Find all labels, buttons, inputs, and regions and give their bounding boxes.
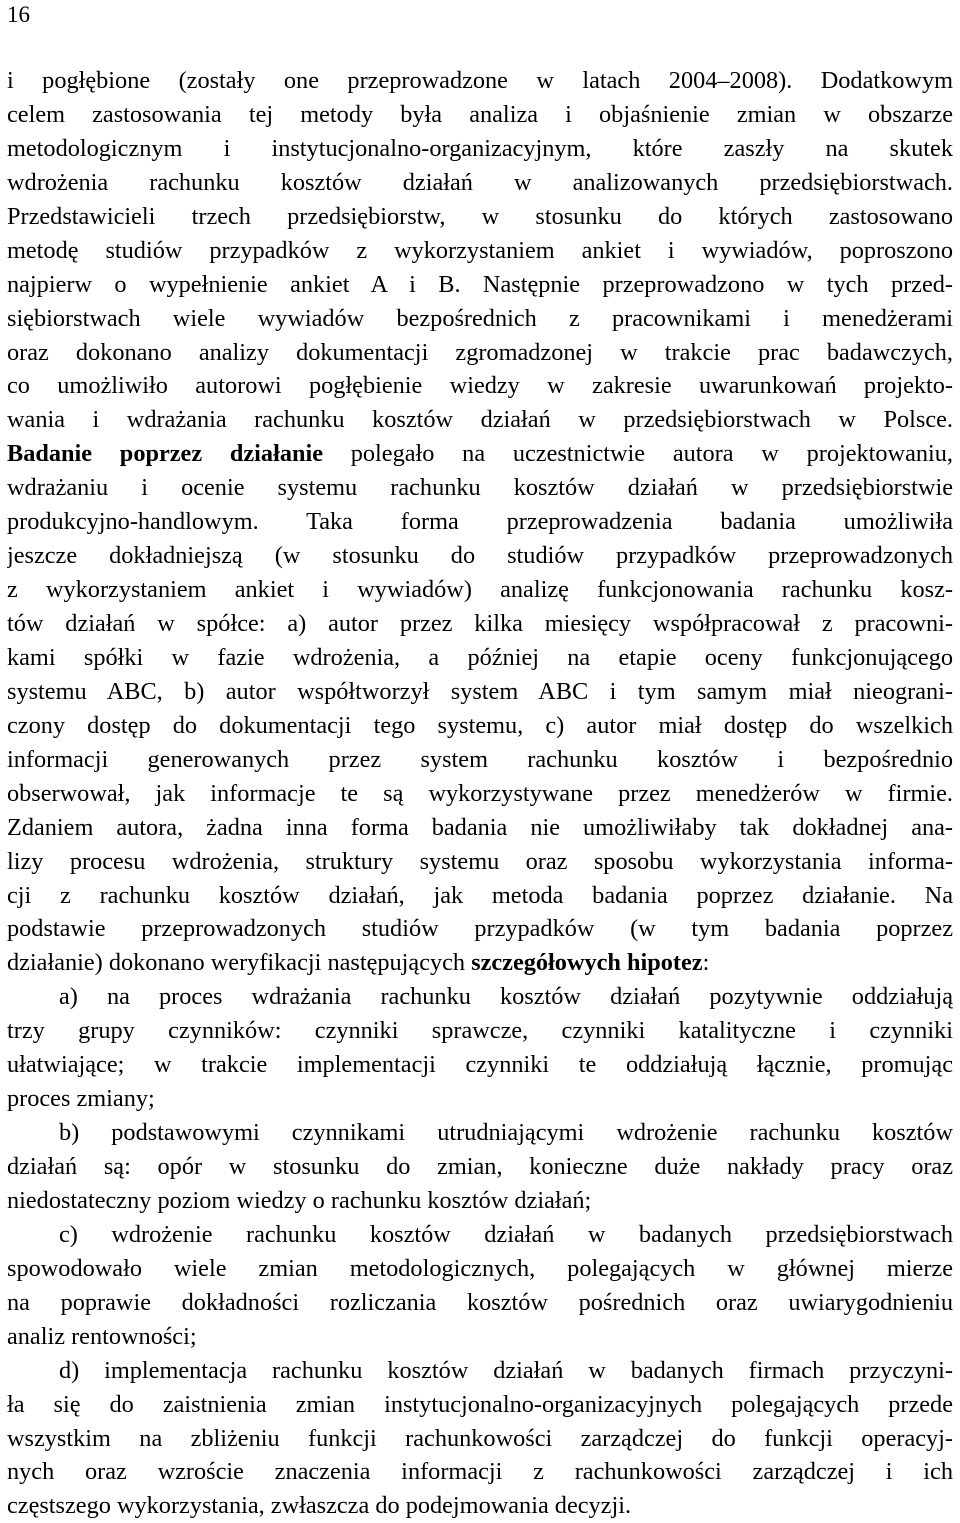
text-line	[7, 1116, 953, 1150]
text-segment: najpierw o wypełnienie ankiet A i B. Następnie przeprowadzono w tych przed-	[7, 270, 953, 298]
text-line	[7, 1388, 953, 1422]
text-segment: z wykorzystaniem ankiet i wywiadów) analizę funkcjonowania rachunku kosz-	[7, 576, 953, 604]
text-line	[7, 1150, 953, 1184]
text-line	[7, 98, 953, 132]
text-line	[7, 946, 953, 980]
text-line	[7, 369, 953, 403]
text-line	[7, 268, 953, 302]
text-line	[7, 539, 953, 573]
text-segment: tów działań w spółce: a) autor przez kilka miesięcy współpracował z pracowni-	[7, 610, 953, 637]
text-line	[7, 1048, 953, 1082]
text-segment: nych oraz wzroście znaczenia informacji z rachunkowości zarządczej i ich	[7, 1458, 953, 1486]
text-segment: trzy grupy czynników: czynniki sprawcze, czynniki katalityczne i czynniki	[7, 1017, 953, 1045]
text-segment: analiz rentowności;	[7, 1322, 197, 1350]
text-line	[7, 573, 953, 607]
body-text	[7, 64, 953, 1523]
text-line	[7, 980, 953, 1014]
text-line	[7, 912, 953, 946]
text-segment: spowodowało wiele zmian metodologicznych, polegających w głównej mierze	[7, 1254, 953, 1282]
text-segment: wdrożenia rachunku kosztów działań w analizowanych przedsiębiorstwach.	[7, 168, 953, 196]
text-segment: proces zmiany;	[7, 1085, 155, 1113]
text-segment: wszystkim na zbliżeniu funkcji rachunkowości zarządczej do funkcji operacyj-	[7, 1424, 953, 1452]
text-line	[7, 1014, 953, 1048]
text-line	[7, 234, 953, 268]
text-line	[7, 437, 953, 471]
text-segment: metodologicznym i instytucjonalno-organizacyjnym, które zaszły na skutek	[7, 134, 953, 162]
text-line	[7, 1082, 953, 1116]
text-line	[7, 709, 953, 743]
text-segment: ułatwiające; w trakcie implementacji czynniki te oddziałują łącznie, promując	[7, 1051, 953, 1079]
text-line	[7, 777, 953, 811]
text-line	[7, 1422, 953, 1456]
text-segment: na poprawie dokładności rozliczania kosztów pośrednich oraz uwiarygodnieniu	[7, 1288, 953, 1316]
text-line	[7, 607, 953, 641]
text-segment: kami spółki w fazie wdrożenia, a później na etapie oceny funkcjonującego	[7, 643, 953, 671]
text-segment: Przedstawicieli trzech przedsiębiorstw, w stosunku do których zastosowano	[7, 202, 953, 230]
text-segment: lizy procesu wdrożenia, struktury systemu oraz sposobu wykorzystania informa-	[7, 847, 953, 875]
text-line	[7, 166, 953, 200]
text-segment: czony dostęp do dokumentacji tego systemu, c) autor miał dostęp do wszelkich	[7, 711, 953, 739]
text-line	[7, 1455, 953, 1489]
text-line	[7, 1286, 953, 1320]
text-segment: polegało na uczestnictwie autora w projektowaniu,	[323, 440, 953, 468]
text-line	[7, 302, 953, 336]
text-segment: działanie) dokonano weryfikacji następujących	[7, 949, 472, 977]
text-segment: działań są: opór w stosunku do zmian, konieczne duże nakłady pracy oraz	[7, 1153, 953, 1180]
text-line	[7, 505, 953, 539]
text-line	[7, 132, 953, 166]
text-line	[7, 1184, 953, 1218]
text-line	[7, 403, 953, 437]
text-line	[7, 200, 953, 234]
text-segment: co umożliwiło autorowi pogłębienie wiedzy w zakresie uwarunkowań projekto-	[7, 372, 953, 400]
text-segment: c) wdrożenie rachunku kosztów działań w badanych przedsiębiorstwach	[59, 1220, 953, 1248]
text-segment: niedostateczny poziom wiedzy o rachunku kosztów działań;	[7, 1186, 592, 1214]
text-line	[7, 879, 953, 913]
text-line	[7, 743, 953, 777]
text-line	[7, 1489, 953, 1523]
text-segment: częstszego wykorzystania, zwłaszcza do podejmowania decyzji.	[7, 1492, 632, 1520]
text-line	[7, 675, 953, 709]
text-segment: :	[702, 949, 710, 977]
text-line	[7, 336, 953, 370]
page-number: 16	[7, 2, 30, 27]
text-line	[7, 1320, 953, 1354]
text-line	[7, 1218, 953, 1252]
text-segment: podstawie przeprowadzonych studiów przypadków (w tym badania poprzez	[7, 915, 953, 943]
text-segment: i pogłębione (zostały one przeprowadzone w latach 2004–2008). Dodatkowym	[7, 67, 953, 94]
text-segment: a) na proces wdrażania rachunku kosztów działań pozytywnie oddziałują	[59, 983, 953, 1011]
text-segment: cji z rachunku kosztów działań, jak metoda badania poprzez działanie. Na	[7, 881, 953, 909]
text-line	[7, 641, 953, 675]
text-segment: informacji generowanych przez system rachunku kosztów i bezpośrednio	[7, 745, 953, 773]
text-line	[7, 1354, 953, 1388]
text-segment: celem zastosowania tej metody była analiza i objaśnienie zmian w obszarze	[7, 100, 953, 128]
text-segment: wania i wdrażania rachunku kosztów działań w przedsiębiorstwach w Polsce.	[7, 406, 953, 434]
text-segment: systemu ABC, b) autor współtworzył system ABC i tym samym miał nieograni-	[7, 677, 953, 705]
text-line	[7, 811, 953, 845]
text-segment: metodę studiów przypadków z wykorzystaniem ankiet i wywiadów, poproszono	[7, 236, 953, 264]
text-segment: produkcyjno-handlowym. Taka forma przeprowadzenia badania umożliwiła	[7, 508, 953, 536]
text-segment: b) podstawowymi czynnikami utrudniającymi wdrożenie rachunku kosztów	[59, 1119, 953, 1147]
text-segment: ła się do zaistnienia zmian instytucjonalno-organizacyjnych polegających przede	[7, 1390, 953, 1418]
text-segment: obserwował, jak informacje te są wykorzystywane przez menedżerów w firmie.	[7, 779, 953, 807]
text-line	[7, 845, 953, 879]
text-line	[7, 1252, 953, 1286]
text-line	[7, 64, 953, 98]
bold-text-segment: szczegółowych hipotez	[471, 949, 703, 977]
text-line	[7, 471, 953, 505]
bold-text-segment: Badanie poprzez działanie	[7, 440, 324, 468]
text-segment: siębiorstwach wiele wywiadów bezpośrednich z pracownikami i menedżerami	[7, 304, 953, 332]
text-segment: jeszcze dokładniejszą (w stosunku do studiów przypadków przeprowadzonych	[7, 542, 953, 570]
text-segment: oraz dokonano analizy dokumentacji zgromadzonej w trakcie prac badawczych,	[7, 338, 953, 366]
text-segment: wdrażaniu i ocenie systemu rachunku kosztów działań w przedsiębiorstwie	[7, 474, 953, 502]
text-segment: Zdaniem autora, żadna inna forma badania nie umożliwiłaby tak dokładnej ana-	[7, 813, 953, 841]
text-segment: d) implementacja rachunku kosztów działań w badanych firmach przyczyni-	[59, 1356, 953, 1384]
